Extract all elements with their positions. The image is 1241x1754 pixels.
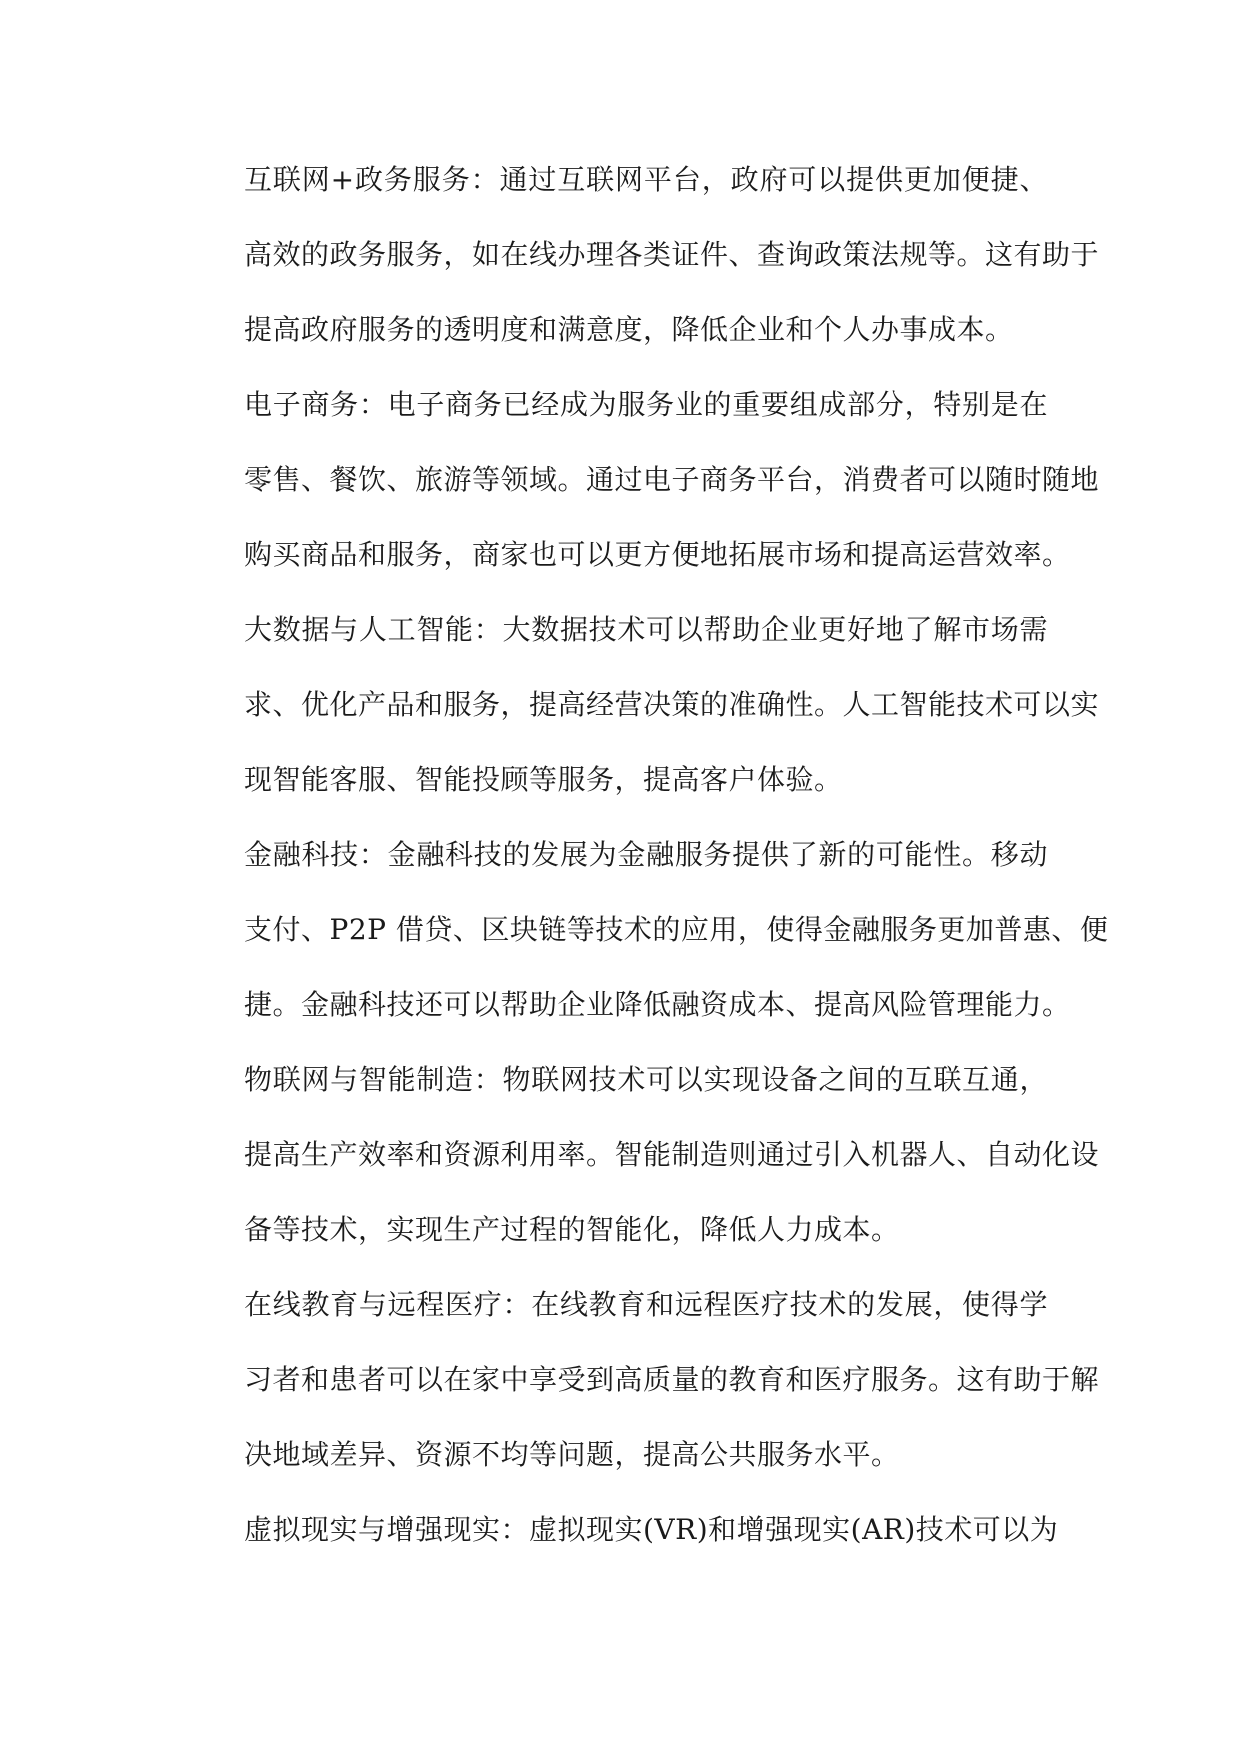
text-line: 互联网+政务服务：通过互联网平台，政府可以提供更加便捷、 bbox=[244, 163, 1048, 196]
text-line: 捷。金融科技还可以帮助企业降低融资成本、提高风险管理能力。 bbox=[244, 988, 1071, 1021]
paragraph-iot-manufacturing bbox=[188, 1042, 1100, 1267]
text-line: 提高政府服务的透明度和满意度，降低企业和个人办事成本。 bbox=[244, 313, 1014, 346]
paragraph-government-services bbox=[188, 142, 1100, 367]
text-line: 求、优化产品和服务，提高经营决策的准确性。人工智能技术可以实 bbox=[244, 688, 1100, 721]
text-line: 决地域差异、资源不均等问题，提高公共服务水平。 bbox=[244, 1438, 900, 1471]
text-line: 零售、餐饮、旅游等领域。通过电子商务平台，消费者可以随时随地 bbox=[244, 463, 1100, 496]
paragraph-e-commerce bbox=[188, 367, 1100, 592]
text-line: 物联网与智能制造：物联网技术可以实现设备之间的互联互通， bbox=[244, 1063, 1048, 1096]
text-line: 备等技术，实现生产过程的智能化，降低人力成本。 bbox=[244, 1213, 900, 1246]
text-line: 提高生产效率和资源利用率。智能制造则通过引入机器人、自动化设 bbox=[244, 1138, 1100, 1171]
paragraph-vr-ar bbox=[188, 1492, 1059, 1567]
text-line: 购买商品和服务，商家也可以更方便地拓展市场和提高运营效率。 bbox=[244, 538, 1071, 571]
text-line: 现智能客服、智能投顾等服务，提高客户体验。 bbox=[244, 763, 843, 796]
text-line: 电子商务：电子商务已经成为服务业的重要组成部分，特别是在 bbox=[244, 388, 1048, 421]
text-line: 虚拟现实与增强现实：虚拟现实(VR)和增强现实(AR)技术可以为 bbox=[244, 1513, 1059, 1546]
paragraph-education-healthcare bbox=[188, 1267, 1100, 1492]
paragraph-big-data-ai bbox=[188, 592, 1100, 817]
text-line: 大数据与人工智能：大数据技术可以帮助企业更好地了解市场需 bbox=[244, 613, 1048, 646]
paragraph-fintech bbox=[188, 817, 1109, 1042]
document-body bbox=[188, 142, 1109, 1567]
text-line: 支付、P2P 借贷、区块链等技术的应用，使得金融服务更加普惠、便 bbox=[244, 913, 1109, 946]
text-line: 习者和患者可以在家中享受到高质量的教育和医疗服务。这有助于解 bbox=[244, 1363, 1100, 1396]
text-line: 高效的政务服务，如在线办理各类证件、查询政策法规等。这有助于 bbox=[244, 238, 1100, 271]
text-line: 在线教育与远程医疗：在线教育和远程医疗技术的发展，使得学 bbox=[244, 1288, 1048, 1321]
text-line: 金融科技：金融科技的发展为金融服务提供了新的可能性。移动 bbox=[244, 838, 1048, 871]
